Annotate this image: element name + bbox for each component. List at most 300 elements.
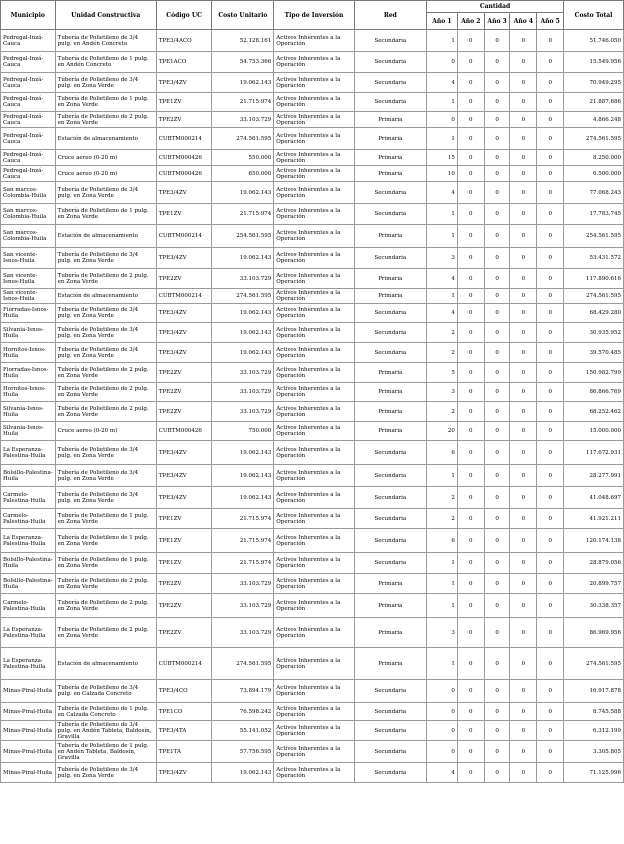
codigo-cell: CUBTM000214 — [156, 289, 212, 304]
anio-1-cell: 2 — [426, 323, 457, 343]
anio-4-cell: 0 — [510, 343, 537, 363]
table-row — [1, 402, 624, 422]
costo-unitario-cell: 55.141.052 — [212, 721, 274, 741]
anio-1-cell: 20 — [426, 422, 457, 441]
unidad-cell: Tubería de Polietileno de 3/4 pulg. en Zona Verde — [55, 182, 156, 204]
municipio-cell: Pedregal-Inzá-Cauca — [1, 166, 56, 182]
costo-unitario-cell: 21.715.974 — [212, 529, 274, 553]
anio-1-cell: 15 — [426, 150, 457, 166]
anio-1-cell: 2 — [426, 509, 457, 529]
codigo-cell: TPE2ZV — [156, 363, 212, 383]
unidad-cell: Tubería de Polietileno de 2 pulg. en Zona Verde — [55, 112, 156, 128]
anio-1-cell: 1 — [426, 289, 457, 304]
red-cell: Primaria — [354, 363, 426, 383]
codigo-cell: TPE3/4ZV — [156, 304, 212, 323]
codigo-cell: TPE1ZV — [156, 529, 212, 553]
tipo-inversion-cell: Activos Inherentes a la Operación — [274, 574, 354, 594]
codigo-cell: TPE2ZV — [156, 402, 212, 422]
tipo-inversion-cell: Activos Inherentes a la Operación — [274, 30, 354, 52]
anio-2-cell: 0 — [457, 422, 484, 441]
municipio-cell: Carmelo-Palestina-Huila — [1, 509, 56, 529]
col-anio-4: Año 4 — [510, 13, 537, 30]
anio-1-cell: 3 — [426, 618, 457, 648]
anio-3-cell: 0 — [484, 343, 510, 363]
anio-4-cell: 0 — [510, 73, 537, 93]
costo-total-cell: 6.312.199 — [564, 721, 624, 741]
anio-1-cell: 2 — [426, 402, 457, 422]
tipo-inversion-cell: Activos Inherentes a la Operación — [274, 703, 354, 721]
codigo-cell: TPE3/4ZV — [156, 763, 212, 783]
municipio-cell: Fiorradas-Isnos-Huila — [1, 363, 56, 383]
anio-4-cell: 0 — [510, 166, 537, 182]
codigo-cell: TPE3/4ZV — [156, 73, 212, 93]
red-cell: Secundaria — [354, 487, 426, 509]
costo-total-cell: 68.429.280 — [564, 304, 624, 323]
municipio-cell: Minas-Piral-Huila — [1, 703, 56, 721]
anio-3-cell: 0 — [484, 323, 510, 343]
unidad-cell: Tubería de Polietileno de 2 pulg. en Zona Verde — [55, 363, 156, 383]
municipio-cell: Silvania-Isnos-Huila — [1, 422, 56, 441]
tipo-inversion-cell: Activos Inherentes a la Operación — [274, 721, 354, 741]
anio-5-cell: 0 — [537, 225, 564, 248]
red-cell: Primaria — [354, 112, 426, 128]
anio-4-cell: 0 — [510, 402, 537, 422]
municipio-cell: San vicente-Isnos-Huila — [1, 289, 56, 304]
tipo-inversion-cell: Activos Inherentes a la Operación — [274, 529, 354, 553]
red-cell: Primaria — [354, 402, 426, 422]
anio-4-cell: 0 — [510, 383, 537, 402]
anio-3-cell: 0 — [484, 529, 510, 553]
tipo-inversion-cell: Activos Inherentes a la Operación — [274, 73, 354, 93]
tipo-inversion-cell: Activos Inherentes a la Operación — [274, 402, 354, 422]
tipo-inversion-cell: Activos Inherentes a la Operación — [274, 323, 354, 343]
costo-unitario-cell: 19.062.143 — [212, 487, 274, 509]
costo-unitario-cell: 73.894.179 — [212, 680, 274, 703]
red-cell: Primaria — [354, 289, 426, 304]
unidad-cell: Tubería de Polietileno de 3/4 pulg. en Calzada Concreto — [55, 680, 156, 703]
costo-unitario-cell: 21.715.974 — [212, 204, 274, 225]
codigo-cell: TPE1TA — [156, 741, 212, 763]
tipo-inversion-cell: Activos Inherentes a la Operación — [274, 93, 354, 112]
costo-total-cell: 15.549.956 — [564, 52, 624, 73]
unidad-cell: Tubería de Polietileno de 1 pulg. en Calzada Concreto — [55, 703, 156, 721]
tipo-inversion-cell: Activos Inherentes a la Operación — [274, 248, 354, 269]
costo-unitario-cell: 19.062.143 — [212, 182, 274, 204]
municipio-cell: Hornitos-Isnos-Huila — [1, 343, 56, 363]
unidad-cell: Estación de almacenamiento — [55, 289, 156, 304]
anio-4-cell: 0 — [510, 465, 537, 487]
anio-1-cell: 3 — [426, 248, 457, 269]
anio-1-cell: 1 — [426, 93, 457, 112]
anio-1-cell: 0 — [426, 680, 457, 703]
unidad-cell: Tubería de Polietileno de 3/4 pulg. en Zona Verde — [55, 465, 156, 487]
anio-5-cell: 0 — [537, 93, 564, 112]
red-cell: Secundaria — [354, 30, 426, 52]
anio-2-cell: 0 — [457, 529, 484, 553]
table-row — [1, 112, 624, 128]
costo-total-cell: 28.277.991 — [564, 465, 624, 487]
unidad-cell: Tubería de Polietileno de 1 pulg. en Zona Verde — [55, 509, 156, 529]
tipo-inversion-cell: Activos Inherentes a la Operación — [274, 269, 354, 289]
table-row — [1, 289, 624, 304]
anio-4-cell: 0 — [510, 721, 537, 741]
anio-4-cell: 0 — [510, 703, 537, 721]
costo-unitario-cell: 19.062.143 — [212, 343, 274, 363]
costo-unitario-cell: 76.598.242 — [212, 703, 274, 721]
costo-total-cell: 71.125.996 — [564, 763, 624, 783]
red-cell: Secundaria — [354, 465, 426, 487]
table-row — [1, 465, 624, 487]
unidad-cell: Tubería de Polietileno de 3/4 pulg. en Zona Verde — [55, 763, 156, 783]
costo-unitario-cell: 19.062.143 — [212, 441, 274, 465]
costo-total-cell: 274.561.595 — [564, 648, 624, 680]
costo-unitario-cell: 21.715.974 — [212, 553, 274, 574]
anio-3-cell: 0 — [484, 553, 510, 574]
anio-3-cell: 0 — [484, 509, 510, 529]
costo-unitario-cell: 19.062.143 — [212, 248, 274, 269]
tipo-inversion-cell: Activos Inherentes a la Operación — [274, 465, 354, 487]
anio-2-cell: 0 — [457, 763, 484, 783]
red-cell: Secundaria — [354, 343, 426, 363]
anio-4-cell: 0 — [510, 323, 537, 343]
anio-4-cell: 0 — [510, 441, 537, 465]
col-tipo-inversion: Tipo de Inversión — [274, 1, 354, 30]
anio-3-cell: 0 — [484, 422, 510, 441]
table-row — [1, 529, 624, 553]
anio-1-cell: 1 — [426, 553, 457, 574]
table-row — [1, 763, 624, 783]
anio-2-cell: 0 — [457, 594, 484, 618]
anio-1-cell: 2 — [426, 487, 457, 509]
tipo-inversion-cell: Activos Inherentes a la Operación — [274, 553, 354, 574]
tipo-inversion-cell: Activos Inherentes a la Operación — [274, 741, 354, 763]
anio-5-cell: 0 — [537, 289, 564, 304]
col-red: Red — [354, 1, 426, 30]
table-row — [1, 594, 624, 618]
table-row — [1, 204, 624, 225]
table-row — [1, 128, 624, 150]
anio-5-cell: 0 — [537, 402, 564, 422]
anio-4-cell: 0 — [510, 289, 537, 304]
red-cell: Secundaria — [354, 741, 426, 763]
anio-5-cell: 0 — [537, 30, 564, 52]
unidad-cell: Tubería de Polietileno de 1 pulg. en Zona Verde — [55, 529, 156, 553]
costo-total-cell: 20.899.757 — [564, 574, 624, 594]
costo-unitario-cell: 19.062.143 — [212, 465, 274, 487]
anio-4-cell: 0 — [510, 680, 537, 703]
anio-4-cell: 0 — [510, 553, 537, 574]
municipio-cell: Pedregal-Inzá-Cauca — [1, 93, 56, 112]
municipio-cell: Minas-Piral-Huila — [1, 741, 56, 763]
anio-5-cell: 0 — [537, 703, 564, 721]
municipio-cell: La Esperanza-Palestina-Huila — [1, 648, 56, 680]
col-cantidad: Cantidad — [426, 1, 563, 13]
costo-unitario-cell: 54.753.366 — [212, 52, 274, 73]
costo-total-cell: 53.431.572 — [564, 248, 624, 269]
codigo-cell: TPE3/4ZV — [156, 487, 212, 509]
unidad-cell: Cruce aereo (0-20 m) — [55, 166, 156, 182]
anio-4-cell: 0 — [510, 93, 537, 112]
anio-3-cell: 0 — [484, 402, 510, 422]
codigo-cell: CUBTM000214 — [156, 648, 212, 680]
unidad-cell: Cruce aereo (0-20 m) — [55, 422, 156, 441]
anio-5-cell: 0 — [537, 487, 564, 509]
municipio-cell: Minas-Piral-Huila — [1, 721, 56, 741]
anio-2-cell: 0 — [457, 93, 484, 112]
anio-3-cell: 0 — [484, 225, 510, 248]
anio-3-cell: 0 — [484, 741, 510, 763]
costo-total-cell: 8.745.588 — [564, 703, 624, 721]
anio-2-cell: 0 — [457, 383, 484, 402]
table-row — [1, 30, 624, 52]
anio-1-cell: 6 — [426, 529, 457, 553]
anio-1-cell: 4 — [426, 763, 457, 783]
anio-1-cell: 0 — [426, 721, 457, 741]
anio-4-cell: 0 — [510, 529, 537, 553]
costo-total-cell: 150.982.799 — [564, 363, 624, 383]
codigo-cell: TPE3/4ZV — [156, 323, 212, 343]
anio-2-cell: 0 — [457, 150, 484, 166]
costo-unitario-cell: 33.103.729 — [212, 402, 274, 422]
anio-3-cell: 0 — [484, 763, 510, 783]
red-cell: Secundaria — [354, 52, 426, 73]
costo-unitario-cell: 33.103.729 — [212, 618, 274, 648]
red-cell: Secundaria — [354, 248, 426, 269]
unidad-cell: Tubería de Polietileno de 3/4 pulg. en Andén Tableta, Baldosín, Gravilla — [55, 721, 156, 741]
anio-2-cell: 0 — [457, 204, 484, 225]
anio-5-cell: 0 — [537, 509, 564, 529]
anio-1-cell: 1 — [426, 574, 457, 594]
table-row — [1, 574, 624, 594]
tipo-inversion-cell: Activos Inherentes a la Operación — [274, 166, 354, 182]
codigo-cell: TPE1CO — [156, 703, 212, 721]
costo-unitario-cell: 21.715.974 — [212, 509, 274, 529]
municipio-cell: Pedregal-Inzá-Cauca — [1, 112, 56, 128]
table-row — [1, 323, 624, 343]
municipio-cell: Pedregal-Inzá-Cauca — [1, 73, 56, 93]
anio-1-cell: 2 — [426, 343, 457, 363]
codigo-cell: CUBTM000214 — [156, 128, 212, 150]
table-row — [1, 487, 624, 509]
anio-5-cell: 0 — [537, 422, 564, 441]
anio-2-cell: 0 — [457, 304, 484, 323]
table-row — [1, 73, 624, 93]
anio-3-cell: 0 — [484, 52, 510, 73]
anio-4-cell: 0 — [510, 150, 537, 166]
table-row — [1, 422, 624, 441]
anio-2-cell: 0 — [457, 52, 484, 73]
anio-5-cell: 0 — [537, 112, 564, 128]
anio-1-cell: 1 — [426, 594, 457, 618]
municipio-cell: Carmelo-Palestina-Huila — [1, 487, 56, 509]
codigo-cell: TPE3/4ACO — [156, 30, 212, 52]
unidad-cell: Tubería de Polietileno de 2 pulg. en Zona Verde — [55, 269, 156, 289]
municipio-cell: Silvania-Isnos-Huila — [1, 323, 56, 343]
anio-5-cell: 0 — [537, 323, 564, 343]
anio-2-cell: 0 — [457, 618, 484, 648]
table-row — [1, 648, 624, 680]
codigo-cell: CUBTM000426 — [156, 422, 212, 441]
table-row — [1, 248, 624, 269]
col-municipio: Municipio — [1, 1, 56, 30]
red-cell: Secundaria — [354, 509, 426, 529]
costo-unitario-cell: 750.000 — [212, 422, 274, 441]
codigo-cell: TPE3/4CO — [156, 680, 212, 703]
anio-2-cell: 0 — [457, 574, 484, 594]
tipo-inversion-cell: Activos Inherentes a la Operación — [274, 441, 354, 465]
unidad-cell: Tubería de Polietileno de 3/4 pulg. en Zona Verde — [55, 323, 156, 343]
costo-unitario-cell: 550.000 — [212, 150, 274, 166]
codigo-cell: TPE2ZV — [156, 574, 212, 594]
red-cell: Secundaria — [354, 680, 426, 703]
municipio-cell: Pedregal-Inzá-Cauca — [1, 52, 56, 73]
unidad-cell: Tubería de Polietileno de 1 pulg. en Zona Verde — [55, 204, 156, 225]
anio-3-cell: 0 — [484, 204, 510, 225]
unidad-cell: Tubería de Polietileno de 2 pulg. en Zona Verde — [55, 574, 156, 594]
municipio-cell: La Esperanza-Palestina-Huila — [1, 618, 56, 648]
codigo-cell: CUBTM000214 — [156, 225, 212, 248]
municipio-cell: Bolsillo-Palestina-Huila — [1, 574, 56, 594]
codigo-cell: TPE3/4ZV — [156, 441, 212, 465]
anio-2-cell: 0 — [457, 30, 484, 52]
anio-3-cell: 0 — [484, 166, 510, 182]
anio-2-cell: 0 — [457, 182, 484, 204]
anio-5-cell: 0 — [537, 150, 564, 166]
costo-unitario-cell: 650.000 — [212, 166, 274, 182]
table-row — [1, 166, 624, 182]
costo-unitario-cell: 33.103.729 — [212, 269, 274, 289]
table-row — [1, 52, 624, 73]
table-body — [1, 30, 624, 783]
anio-4-cell: 0 — [510, 648, 537, 680]
anio-2-cell: 0 — [457, 289, 484, 304]
municipio-cell: Pedregal-Inzá-Cauca — [1, 30, 56, 52]
codigo-cell: CUBTM000426 — [156, 166, 212, 182]
costo-total-cell: 77.068.243 — [564, 182, 624, 204]
col-unidad-constructiva: Unidad Constructiva — [55, 1, 156, 30]
anio-5-cell: 0 — [537, 741, 564, 763]
table-row — [1, 741, 624, 763]
costo-total-cell: 30.338.357 — [564, 594, 624, 618]
anio-5-cell: 0 — [537, 680, 564, 703]
costo-unitario-cell: 19.062.143 — [212, 73, 274, 93]
municipio-cell: Silvania-Isnos-Huila — [1, 402, 56, 422]
table-row — [1, 680, 624, 703]
costo-unitario-cell: 274.561.595 — [212, 128, 274, 150]
red-cell: Primaria — [354, 225, 426, 248]
unidad-cell: Tubería de Polietileno de 2 pulg. en Zona Verde — [55, 618, 156, 648]
tipo-inversion-cell: Activos Inherentes a la Operación — [274, 225, 354, 248]
anio-2-cell: 0 — [457, 487, 484, 509]
anio-4-cell: 0 — [510, 422, 537, 441]
unidad-cell: Estación de almacenamiento — [55, 225, 156, 248]
municipio-cell: Minas-Piral-Huila — [1, 680, 56, 703]
tipo-inversion-cell: Activos Inherentes a la Operación — [274, 363, 354, 383]
municipio-cell: San marcos-Colombia-Huila — [1, 225, 56, 248]
col-anio-2: Año 2 — [457, 13, 484, 30]
table-row — [1, 363, 624, 383]
anio-1-cell: 0 — [426, 112, 457, 128]
anio-5-cell: 0 — [537, 465, 564, 487]
codigo-cell: TPE3/4TA — [156, 721, 212, 741]
unidad-cell: Cruce aereo (0-20 m) — [55, 150, 156, 166]
costo-total-cell: 8.250.000 — [564, 150, 624, 166]
red-cell: Secundaria — [354, 182, 426, 204]
anio-2-cell: 0 — [457, 741, 484, 763]
costo-total-cell: 28.879.056 — [564, 553, 624, 574]
red-cell: Secundaria — [354, 553, 426, 574]
table-row — [1, 269, 624, 289]
red-cell: Primaria — [354, 128, 426, 150]
costo-unitario-cell: 274.561.595 — [212, 289, 274, 304]
municipio-cell: San vicente-Isnos-Huila — [1, 269, 56, 289]
table-row — [1, 225, 624, 248]
anio-2-cell: 0 — [457, 509, 484, 529]
anio-4-cell: 0 — [510, 618, 537, 648]
anio-5-cell: 0 — [537, 343, 564, 363]
anio-3-cell: 0 — [484, 128, 510, 150]
unidad-cell: Tubería de Polietileno de 2 pulg. en Zona Verde — [55, 383, 156, 402]
anio-1-cell: 5 — [426, 363, 457, 383]
anio-5-cell: 0 — [537, 574, 564, 594]
costo-total-cell: 70.949.295 — [564, 73, 624, 93]
anio-5-cell: 0 — [537, 363, 564, 383]
anio-3-cell: 0 — [484, 30, 510, 52]
anio-1-cell: 4 — [426, 304, 457, 323]
anio-2-cell: 0 — [457, 721, 484, 741]
tipo-inversion-cell: Activos Inherentes a la Operación — [274, 182, 354, 204]
anio-5-cell: 0 — [537, 721, 564, 741]
anio-1-cell: 6 — [426, 441, 457, 465]
anio-5-cell: 0 — [537, 648, 564, 680]
anio-1-cell: 10 — [426, 166, 457, 182]
costo-unitario-cell: 33.103.729 — [212, 574, 274, 594]
anio-4-cell: 0 — [510, 269, 537, 289]
anio-2-cell: 0 — [457, 166, 484, 182]
anio-5-cell: 0 — [537, 52, 564, 73]
tipo-inversion-cell: Activos Inherentes a la Operación — [274, 422, 354, 441]
red-cell: Secundaria — [354, 323, 426, 343]
costo-unitario-cell: 254.561.595 — [212, 225, 274, 248]
unidad-cell: Tubería de Polietileno de 3/4 pulg. en Zona Verde — [55, 248, 156, 269]
anio-4-cell: 0 — [510, 487, 537, 509]
anio-3-cell: 0 — [484, 363, 510, 383]
anio-2-cell: 0 — [457, 441, 484, 465]
red-cell: Secundaria — [354, 441, 426, 465]
costo-unitario-cell: 33.103.729 — [212, 594, 274, 618]
anio-3-cell: 0 — [484, 574, 510, 594]
red-cell: Primaria — [354, 150, 426, 166]
anio-4-cell: 0 — [510, 741, 537, 763]
red-cell: Secundaria — [354, 73, 426, 93]
anio-3-cell: 0 — [484, 112, 510, 128]
anio-3-cell: 0 — [484, 487, 510, 509]
anio-1-cell: 1 — [426, 648, 457, 680]
anio-1-cell: 0 — [426, 741, 457, 763]
unidad-cell: Tubería de Polietileno de 3/4 pulg. en Zona Verde — [55, 304, 156, 323]
codigo-cell: TPE3/4ZV — [156, 182, 212, 204]
anio-5-cell: 0 — [537, 594, 564, 618]
tipo-inversion-cell: Activos Inherentes a la Operación — [274, 289, 354, 304]
tipo-inversion-cell: Activos Inherentes a la Operación — [274, 52, 354, 73]
unidad-cell: Tubería de Polietileno de 1 pulg. en Zona Verde — [55, 93, 156, 112]
codigo-cell: TPE2ZV — [156, 269, 212, 289]
costo-total-cell: 120.174.138 — [564, 529, 624, 553]
red-cell: Primaria — [354, 648, 426, 680]
costo-unitario-cell: 19.062.143 — [212, 304, 274, 323]
costo-total-cell: 274.561.595 — [564, 128, 624, 150]
unidad-cell: Tubería de Polietileno de 1 pulg. en Zona Verde — [55, 553, 156, 574]
